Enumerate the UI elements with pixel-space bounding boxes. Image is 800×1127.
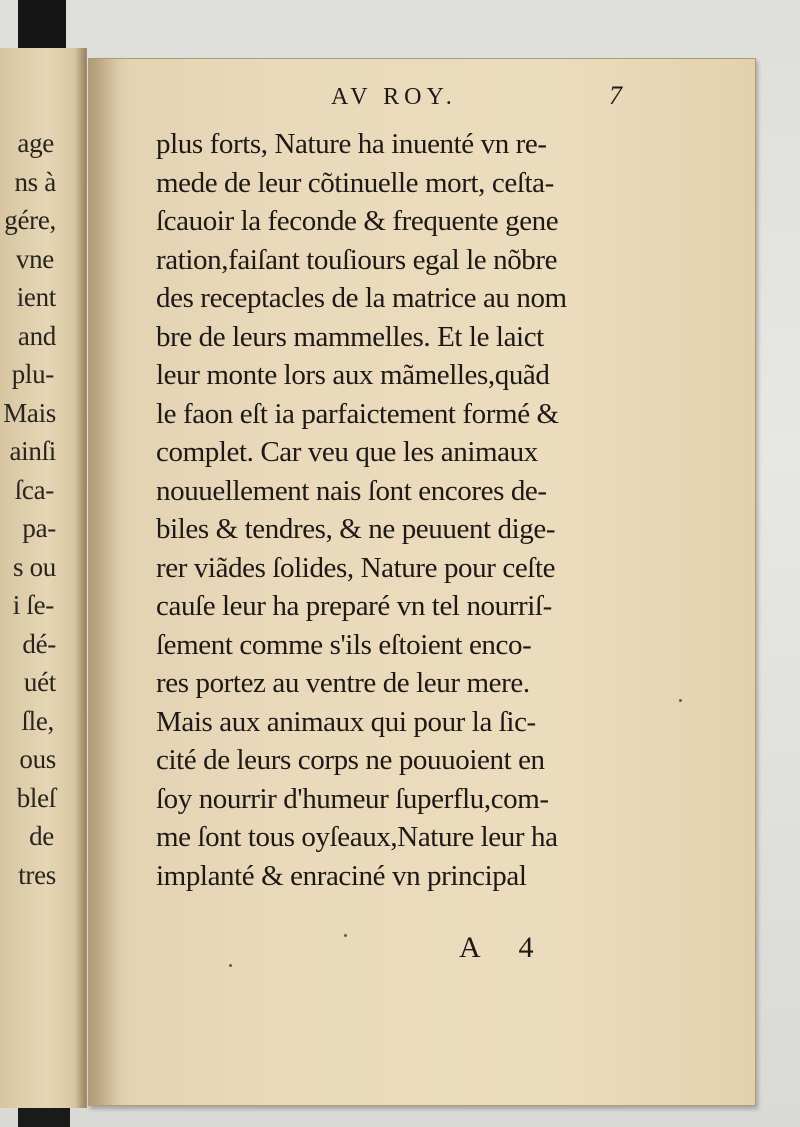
left-page-line-fragment: ous — [19, 744, 56, 774]
left-page-line-fragment: i ſe- — [12, 590, 54, 620]
left-page-line-fragment: dé- — [22, 628, 56, 659]
text-line: ſoy nourrir d'humeur ſuperflu,com- — [156, 782, 549, 815]
left-page-gutter-shadow — [76, 48, 86, 1108]
text-line: mede de leur cõtinuelle mort, ceſta- — [156, 166, 554, 199]
left-page-line-fragment: Mais — [3, 397, 56, 428]
signature-mark: A 4 — [459, 931, 550, 964]
left-page-line-fragment: s ou — [12, 551, 56, 582]
text-line: Mais aux animaux qui pour la ſic- — [156, 705, 536, 738]
left-page-line-fragment: age — [17, 128, 54, 158]
left-page-line-fragment: pa- — [22, 513, 56, 543]
left-page-line-fragment: ainſi — [9, 436, 56, 466]
text-line: nouuellement nais ſont encores de- — [156, 474, 547, 507]
text-line: leur monte lors aux mãmelles,quãd — [156, 359, 550, 391]
left-page-line-fragment: gére, — [4, 205, 56, 235]
left-page-line-fragment: ſca- — [14, 474, 54, 505]
paper-speck — [229, 964, 232, 967]
left-page-line-fragment: plu- — [11, 359, 54, 389]
body-text — [156, 125, 626, 895]
text-line: ſement comme s'ils eſtoient enco- — [156, 628, 532, 661]
left-page-line-fragment: tres — [18, 859, 56, 890]
left-page-line-fragment: uét — [23, 667, 56, 697]
text-line: ſcauoir la feconde & frequente gene — [156, 205, 559, 237]
text-line: complet. Car veu que les animaux — [156, 436, 538, 468]
left-page-line-fragment: vne — [15, 243, 54, 274]
running-header: AV ROY. — [331, 84, 457, 110]
text-line: des receptacles de la matrice au nom — [156, 282, 567, 314]
text-line: implanté & enraciné vn principal — [156, 859, 527, 892]
left-page-line-fragment: and — [17, 320, 56, 351]
right-page — [88, 58, 756, 1106]
left-page-line-fragment: ns à — [14, 166, 56, 197]
left-page — [0, 48, 87, 1108]
text-line: le faon eſt ia parfaictement formé & — [156, 397, 559, 430]
text-line: biles & tendres, & ne peuuent dige- — [156, 513, 556, 545]
left-page-line-fragment: ſle, — [21, 705, 54, 736]
paper-speck — [344, 934, 347, 937]
left-page-line-fragment: de — [29, 821, 54, 851]
left-page-line-fragment: bleſ — [16, 782, 56, 813]
paper-speck — [679, 699, 682, 702]
text-line: me ſont tous oyſeaux,Nature leur ha — [156, 821, 558, 853]
text-line: cité de leurs corps ne pouuoient en — [156, 744, 545, 776]
text-line: res portez au ventre de leur mere. — [156, 667, 530, 699]
text-line: plus forts, Nature ha inuenté vn re- — [156, 128, 547, 160]
text-line: cauſe leur ha preparé vn tel nourriſ- — [156, 590, 552, 622]
text-line: rer viãdes ſolides, Nature pour ceſte — [156, 551, 556, 584]
text-line: ration,faiſant touſiours egal le nõbre — [156, 243, 558, 276]
text-line: bre de leurs mammelles. Et le laict — [156, 320, 544, 353]
left-page-line-fragment: ient — [16, 282, 56, 312]
page-number: 7 — [609, 81, 622, 110]
